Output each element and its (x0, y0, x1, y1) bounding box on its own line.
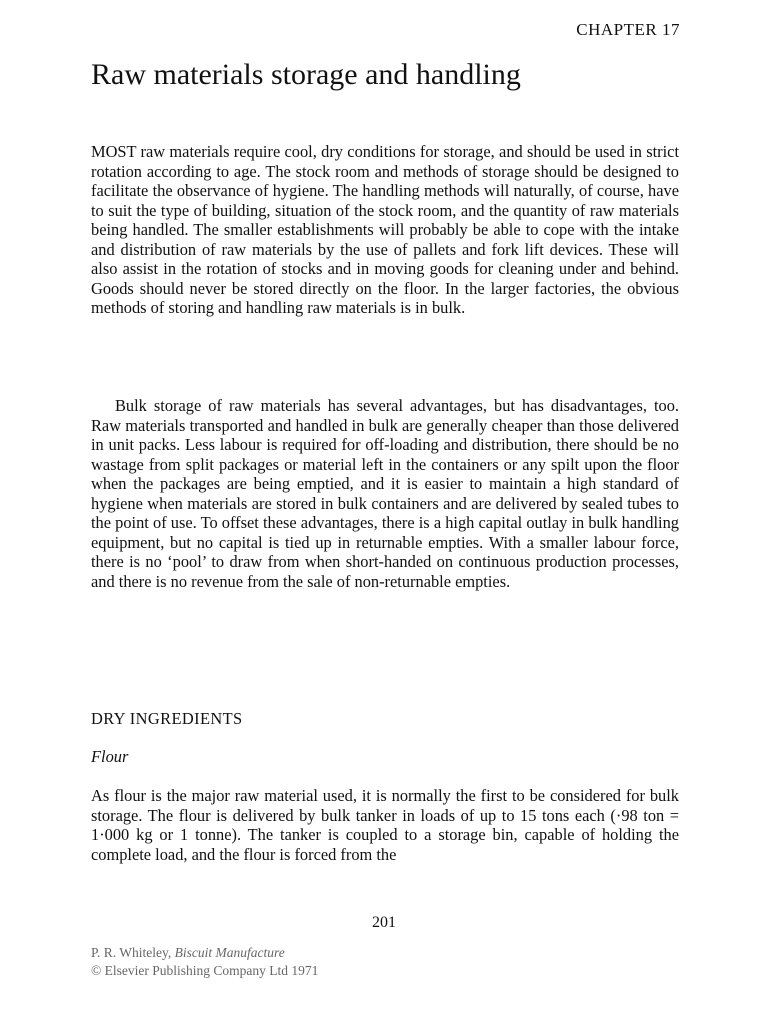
bulk-paragraph-block (91, 396, 679, 591)
book-title: Biscuit Manufacture (174, 945, 285, 960)
copyright-line: © Elsevier Publishing Company Ltd 1971 (91, 963, 319, 978)
section-heading: DRY INGREDIENTS (91, 709, 243, 728)
copyright-footer (91, 944, 318, 980)
bulk-storage-paragraph: Bulk storage of raw materials has several advantages, but has disadvantages, too. Raw materials transported and handled in bulk are generally cheaper than those delivered in unit packs. Less labour is required for off-loading and distribution, there should be no wastage from split packages or material left in the containers or any spilt upon the floor when the packages are being emptied, and it is easier to maintain a high standard of hygiene when materials are stored in bulk containers and are delivered by sealed tubes to the point of use. To offset these advantages, there is a high capital outlay in bulk handling equipment, but no capital is tied up in returnable empties. With a smaller labour force, there is no ‘pool’ to draw from when short-handed on continuous production processes, and there is no revenue from the sale of non-returnable empties. (91, 396, 679, 591)
subsection-heading: Flour (91, 747, 129, 766)
chapter-title: Raw materials storage and handling (91, 58, 521, 91)
page-number: 201 (372, 914, 396, 931)
intro-paragraph: MOST raw materials require cool, dry conditions for storage, and should be used in strict rotation according to age. The stock room and methods of storage should be designed to facilitate the observance of hygiene. The handling methods will naturally, of course, have to suit the type of building, situation of the stock room, and the quantity of raw materials being handled. The smaller establishments will probably be able to cope with the intake and distribution of raw materials by the use of pallets and fork lift devices. These will also assist in the rotation of stocks and in moving goods for cleaning under and behind. Goods should never be stored directly on the floor. In the larger factories, the obvious methods of storing and handling raw materials is in bulk. (91, 142, 679, 317)
flour-paragraph-block (91, 786, 679, 864)
chapter-label: CHAPTER 17 (576, 20, 680, 39)
author-name: P. R. Whiteley, (91, 945, 175, 960)
author-line (91, 944, 318, 962)
intro-paragraph-block (91, 142, 679, 318)
flour-paragraph: As flour is the major raw material used, it is normally the first to be considered for bulk storage. The flour is delivered by bulk tanker in loads of up to 15 tons each (·98 ton = 1·000 kg or 1 tonne). The tanker is coupled to a storage bin, capable of holding the complete load, and the flour is forced from the (91, 786, 679, 864)
